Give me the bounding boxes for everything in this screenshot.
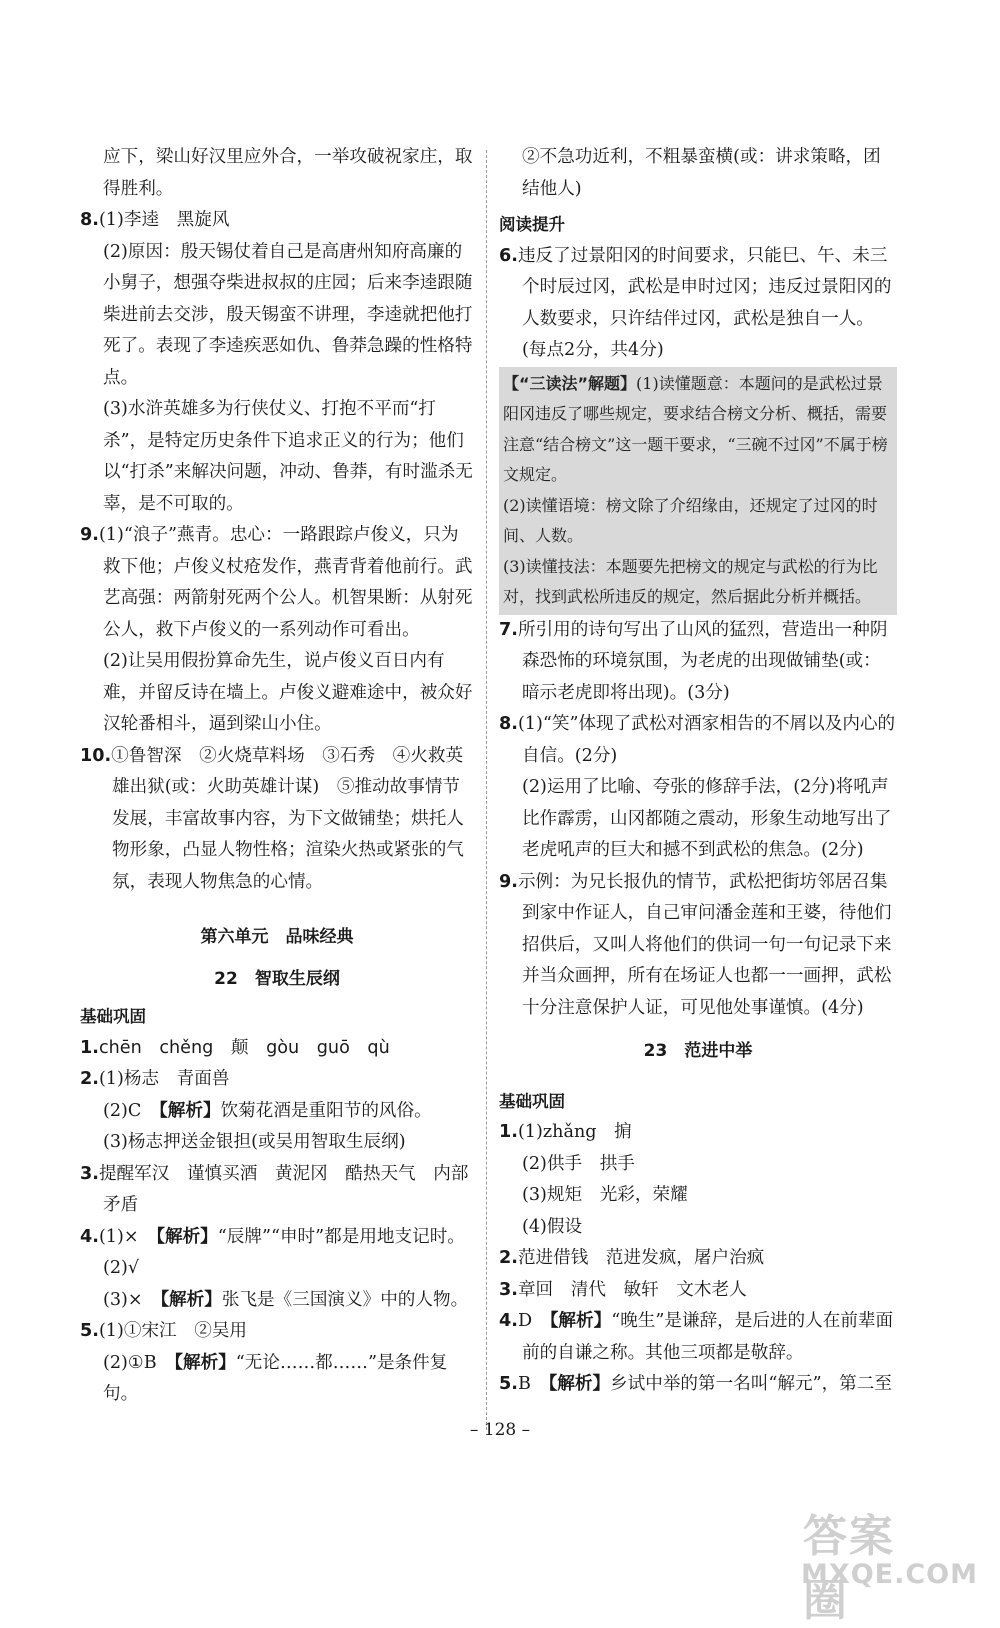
analysis-tag: 【解析】 — [174, 1352, 236, 1373]
question-number: 5. — [499, 1374, 518, 1394]
right-column — [499, 142, 897, 1401]
question-number: 2. — [80, 1069, 99, 1089]
tip-para-3: (3)读懂技法：本题要先把榜文的规定与武松的行为比对，找到武松所违反的规定，然后据此分析并概括。 — [503, 556, 878, 606]
analysis-tag: 【解析】 — [158, 1100, 221, 1121]
question-number: 10. — [80, 745, 112, 766]
answer-2-2 — [80, 1096, 474, 1128]
question-number: 8. — [80, 210, 99, 230]
basic-q2 — [499, 1243, 897, 1275]
analysis-tag: 【解析】 — [156, 1226, 218, 1247]
answer-text: 违反了过景阳冈的时间要求，只能巳、午、未三个时辰过冈，武松是申时过冈；违反过景阳冈的人数要求，只许结伴过冈，武松是独自一人。(每点2分，共4分) — [517, 245, 892, 360]
answer-text: 提醒军汉 谨慎买酒 黄泥冈 酷热天气 内部矛盾 — [98, 1163, 469, 1215]
question-number: 3. — [499, 1279, 518, 1300]
answer-text: 所引用的诗句写出了山风的猛烈，营造出一种阴森恐怖的环境氛围，为老虎的出现做铺垫(或：暗示老虎即将出现)。(3分) — [517, 619, 888, 703]
left-column — [80, 142, 474, 1411]
question-number: 9. — [80, 525, 99, 545]
basic-q5 — [499, 1369, 897, 1401]
analysis-tag: 【解析】 — [160, 1289, 222, 1310]
analysis-text: “晚生”是谦辞，是后进的人在前辈面前的自谦之称。其他三项都是敬辞。 — [522, 1311, 894, 1363]
question-number: 8. — [499, 714, 518, 734]
analysis-text: “无论……都……”是条件复句。 — [103, 1352, 448, 1404]
answer-text: chēn chěng 颠 gòu guō qù — [98, 1037, 390, 1058]
tip-para-1 — [503, 369, 893, 491]
basic-q3 — [499, 1275, 897, 1307]
answer-1-2: (2)供手 拱手 — [522, 1153, 635, 1174]
question-number: 9. — [499, 871, 518, 892]
answer-choice: (2)①B — [103, 1352, 175, 1373]
question-number: 4. — [80, 1226, 99, 1247]
answer-choice: D — [517, 1311, 550, 1331]
question-number: 2. — [499, 1248, 518, 1268]
basic-q3 — [80, 1159, 474, 1222]
watermark-logo — [801, 1500, 978, 1626]
question-number: 7. — [499, 619, 518, 640]
tip-text: (1)读懂题意：本题问的是武松过景阳冈违反了哪些规定，要求结合榜文分析、概括，需要注意“结合榜文”这一题干要求，“三碗不过冈”不属于榜文规定。 — [503, 373, 888, 484]
section-heading-reading: 阅读提升 — [499, 215, 565, 234]
answer-choice: (1)× — [98, 1226, 157, 1247]
answer-choice: (3)× — [103, 1289, 161, 1310]
answer-text: 章回 清代 敏轩 文木老人 — [517, 1279, 747, 1300]
basic-q4 — [499, 1306, 897, 1369]
basic-q5 — [80, 1316, 474, 1348]
answer-text: 范进借钱 范进发疯，屠户治疯 — [517, 1248, 765, 1268]
answer-1-4: (4)假设 — [522, 1216, 583, 1237]
continued-answer: 应下，梁山好汉里应外合，一举攻破祝家庄，取得胜利。 — [103, 147, 473, 199]
answer-8-3: (3)水浒英雄多为行侠仗义、打抱不平而“打杀”，是特定历史条件下追求正义的行为；他们以“打杀”来解决问题，冲动、鲁莽，有时滥杀无辜，是不可取的。 — [103, 399, 473, 514]
answer-text: (1)“笑”体现了武松对酒家相告的不屑以及内心的自信。(2分) — [517, 714, 896, 766]
answer-4-2: (2)√ — [103, 1258, 140, 1278]
continued-answer: ②不急功近利，不粗暴蛮横(或：讲求策略，团结他人) — [522, 147, 881, 199]
answer-text: (1)①宋江 ②吴用 — [98, 1321, 248, 1341]
basic-q1 — [499, 1117, 897, 1149]
question-number: 1. — [80, 1037, 99, 1058]
column-divider — [486, 150, 487, 1430]
reading-q7 — [499, 615, 897, 710]
basic-q4 — [80, 1222, 474, 1254]
page-number: – 128 – — [469, 1420, 531, 1440]
basic-q2 — [80, 1064, 474, 1096]
question-10 — [80, 741, 474, 899]
answer-text: 示例：为兄长报仇的情节，武松把街坊邻居召集到家中作证人，自己审问潘金莲和王婆，待他们招供后，又叫人将他们的供词一句一句记录下来并当众画押，所有在场证人也都一一画押，武松十分注意保护人证，可见他处事谨慎。(4分) — [517, 871, 892, 1018]
method-tip-box — [499, 367, 897, 615]
watermark-url: MXQE.COM — [801, 1559, 978, 1590]
answer-text: (1)“浪子”燕青。忠心：一路跟踪卢俊义，只为救下他；卢俊义杖疮发作，燕青背着他前行。武艺高强：两箭射死两个公人。机智果断：从射死公人，救下卢俊义的一系列动作可看出。 — [98, 525, 473, 640]
unit-title: 第六单元 品味经典 — [200, 927, 354, 947]
question-number: 6. — [499, 245, 518, 266]
question-number: 3. — [80, 1163, 99, 1184]
reading-q6 — [499, 241, 897, 367]
answer-2-3: (3)杨志押送金银担(或吴用智取生辰纲) — [103, 1132, 406, 1152]
analysis-text: 乡试中举的第一名叫“解元”，第二至 — [610, 1374, 892, 1394]
question-number: 4. — [499, 1311, 518, 1331]
answer-text: (1)杨志 青面兽 — [98, 1069, 230, 1089]
answer-choice: B — [517, 1374, 549, 1394]
answer-5-2 — [80, 1348, 474, 1411]
answer-8-2: (2)原因：殷天锡仗着自己是高唐州知府高廉的小舅子，想强夺柴进叔叔的庄园；后来李逵跟随柴进前去交涉，殷天锡蛮不讲理，李逵就把他打死了。表现了李逵疾恶如仇、鲁莽急躁的性格特点。 — [103, 241, 473, 388]
reading-q9 — [499, 867, 897, 1025]
question-9 — [80, 520, 474, 646]
question-8 — [80, 205, 474, 237]
analysis-tag: 【解析】 — [549, 1311, 612, 1331]
basic-q1 — [80, 1033, 474, 1065]
analysis-text: “辰牌”“申时”都是用地支记时。 — [217, 1226, 465, 1247]
tip-tag: 【“三读法”解题】 — [503, 373, 637, 393]
analysis-text: 张飞是《三国演义》中的人物。 — [221, 1289, 469, 1310]
answer-text: (1)李逵 黑旋风 — [98, 210, 230, 230]
tip-para-2: (2)读懂语境：榜文除了介绍缘由，还规定了过冈的时间、人数。 — [503, 495, 878, 545]
watermark-title: 答案圈 — [803, 1511, 895, 1626]
answer-text: ①鲁智深 ②火烧草料场 ③石秀 ④火救英雄出狱(或：火助英雄计谋) ⑤推动故事情节发展，丰富故事内容，为下文做铺垫；烘托人物形象，凸显人物性格；渲染火热或紧张的气氛，表现人物焦急的心情。 — [111, 745, 464, 892]
question-number: 5. — [80, 1321, 99, 1341]
answer-text: (1)zhǎng 掮 — [517, 1122, 632, 1142]
analysis-text: 饮菊花酒是重阳节的风俗。 — [220, 1100, 432, 1121]
lesson-title-22: 22 智取生辰纲 — [214, 968, 340, 989]
reading-q8 — [499, 709, 897, 772]
lesson-title-23: 23 范进中举 — [643, 1041, 753, 1061]
question-number: 1. — [499, 1122, 518, 1142]
answer-choice: (2)C — [103, 1100, 159, 1121]
section-heading-basic: 基础巩固 — [499, 1091, 565, 1111]
answer-8-2-right: (2)运用了比喻、夸张的修辞手法，(2分)将吼声比作霹雳，山冈都随之震动，形象生动地写出了老虎吼声的巨大和撼不到武松的焦急。(2分) — [522, 777, 892, 860]
analysis-tag: 【解析】 — [548, 1374, 611, 1394]
section-heading-basic: 基础巩固 — [80, 1007, 146, 1026]
answer-4-3 — [80, 1285, 474, 1317]
answer-1-3: (3)规矩 光彩，荣耀 — [522, 1185, 688, 1205]
answer-9-2: (2)让吴用假扮算命先生，说卢俊义百日内有难，并留反诗在墙上。卢俊义避难途中，被众好汉轮番相斗，逼到梁山小住。 — [103, 651, 473, 734]
